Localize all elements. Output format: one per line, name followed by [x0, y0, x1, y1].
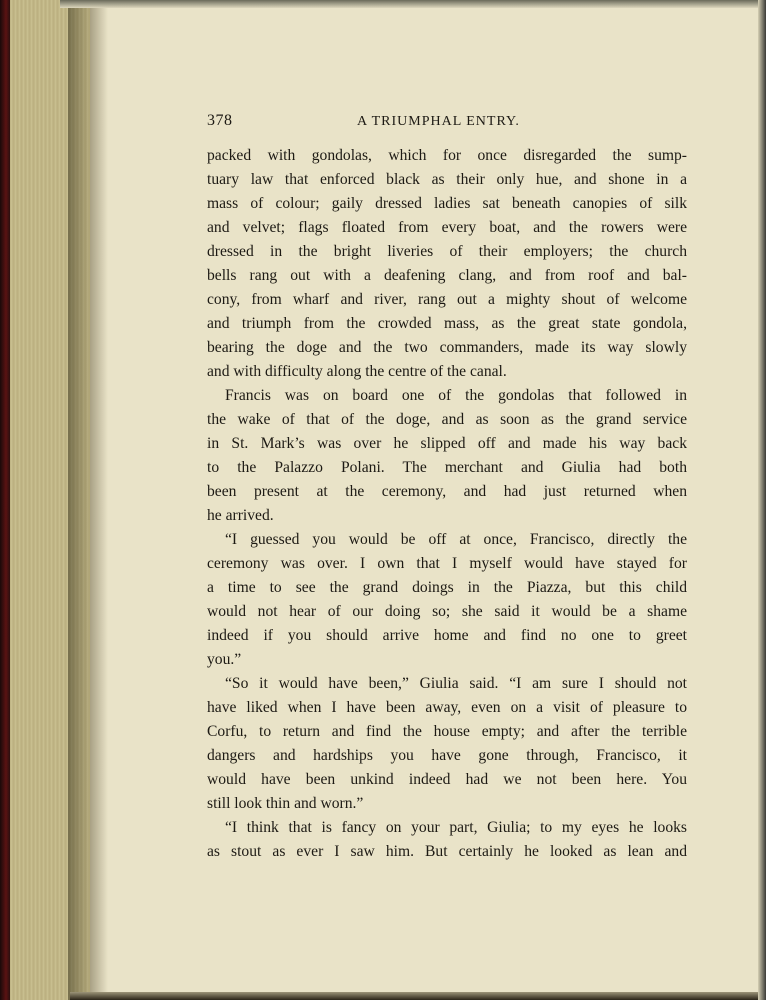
paragraph [207, 384, 687, 528]
text-line: you.” [207, 651, 242, 668]
page-number: 378 [207, 112, 233, 129]
text-line: Francis was on board one of the gondolas that followed in [225, 387, 687, 404]
text-line: dressed in the bright liveries of their employers; the church [207, 243, 687, 260]
text-line: indeed if you should arrive home and find no one to greet [207, 627, 687, 644]
text-line: dangers and hardships you have gone through, Francisco, it [207, 747, 687, 764]
text-line: as stout as ever I saw him. But certainly he looked as lean and [207, 843, 687, 860]
paragraph [207, 528, 687, 672]
paragraph [207, 672, 687, 816]
top-page-edge [60, 0, 766, 8]
text-line: would have been unkind indeed had we not been here. You [207, 771, 687, 788]
text-line: to the Palazzo Polani. The merchant and Giulia had both [207, 459, 687, 476]
text-line: bells rang out with a deafening clang, and from roof and bal- [207, 267, 687, 284]
text-line: he arrived. [207, 507, 274, 524]
text-line: and with difficulty along the centre of the canal. [207, 363, 507, 380]
text-line: cony, from wharf and river, rang out a mighty shout of welcome [207, 291, 687, 308]
text-line: tuary law that enforced black as their only hue, and shone in a [207, 171, 687, 188]
text-line: the wake of that of the doge, and as soon as the grand service [207, 411, 687, 428]
paragraph [207, 816, 687, 864]
text-line: mass of colour; gaily dressed ladies sat beneath canopies of silk [207, 195, 687, 212]
text-line: still look thin and worn.” [207, 795, 364, 812]
paragraph [207, 144, 687, 384]
bottom-page-edge [70, 992, 766, 1000]
text-line: would not hear of our doing so; she said it would be a shame [207, 603, 687, 620]
text-line: ceremony was over. I own that I myself would have stayed for [207, 555, 687, 572]
text-line: and triumph from the crowded mass, as the great state gondola, [207, 315, 687, 332]
book-cover-edge [0, 0, 10, 1000]
text-line: Corfu, to return and find the house empty; and after the terrible [207, 723, 687, 740]
text-line: have liked when I have been away, even on a visit of pleasure to [207, 699, 687, 716]
text-line: and velvet; flags floated from every boat, and the rowers were [207, 219, 687, 236]
text-line: “I think that is fancy on your part, Giulia; to my eyes he looks [225, 819, 687, 836]
text-line: bearing the doge and the two commanders, made its way slowly [207, 339, 687, 356]
text-line: been present at the ceremony, and had just returned when [207, 483, 687, 500]
running-head [207, 112, 687, 136]
right-page-edge [758, 0, 766, 1000]
text-line: in St. Mark’s was over he slipped off and made his way back [207, 435, 687, 452]
text-line: a time to see the grand doings in the Piazza, but this child [207, 579, 687, 596]
text-line: packed with gondolas, which for once disregarded the sump- [207, 147, 687, 164]
gutter-shadow [90, 0, 108, 1000]
body-text [207, 144, 687, 864]
book-page [207, 112, 687, 864]
page-edges [10, 0, 90, 1000]
text-line: “So it would have been,” Giulia said. “I am sure I should not [225, 675, 687, 692]
text-line: “I guessed you would be off at once, Francisco, directly the [225, 531, 687, 548]
running-title: A TRIUMPHAL ENTRY. [357, 114, 520, 129]
